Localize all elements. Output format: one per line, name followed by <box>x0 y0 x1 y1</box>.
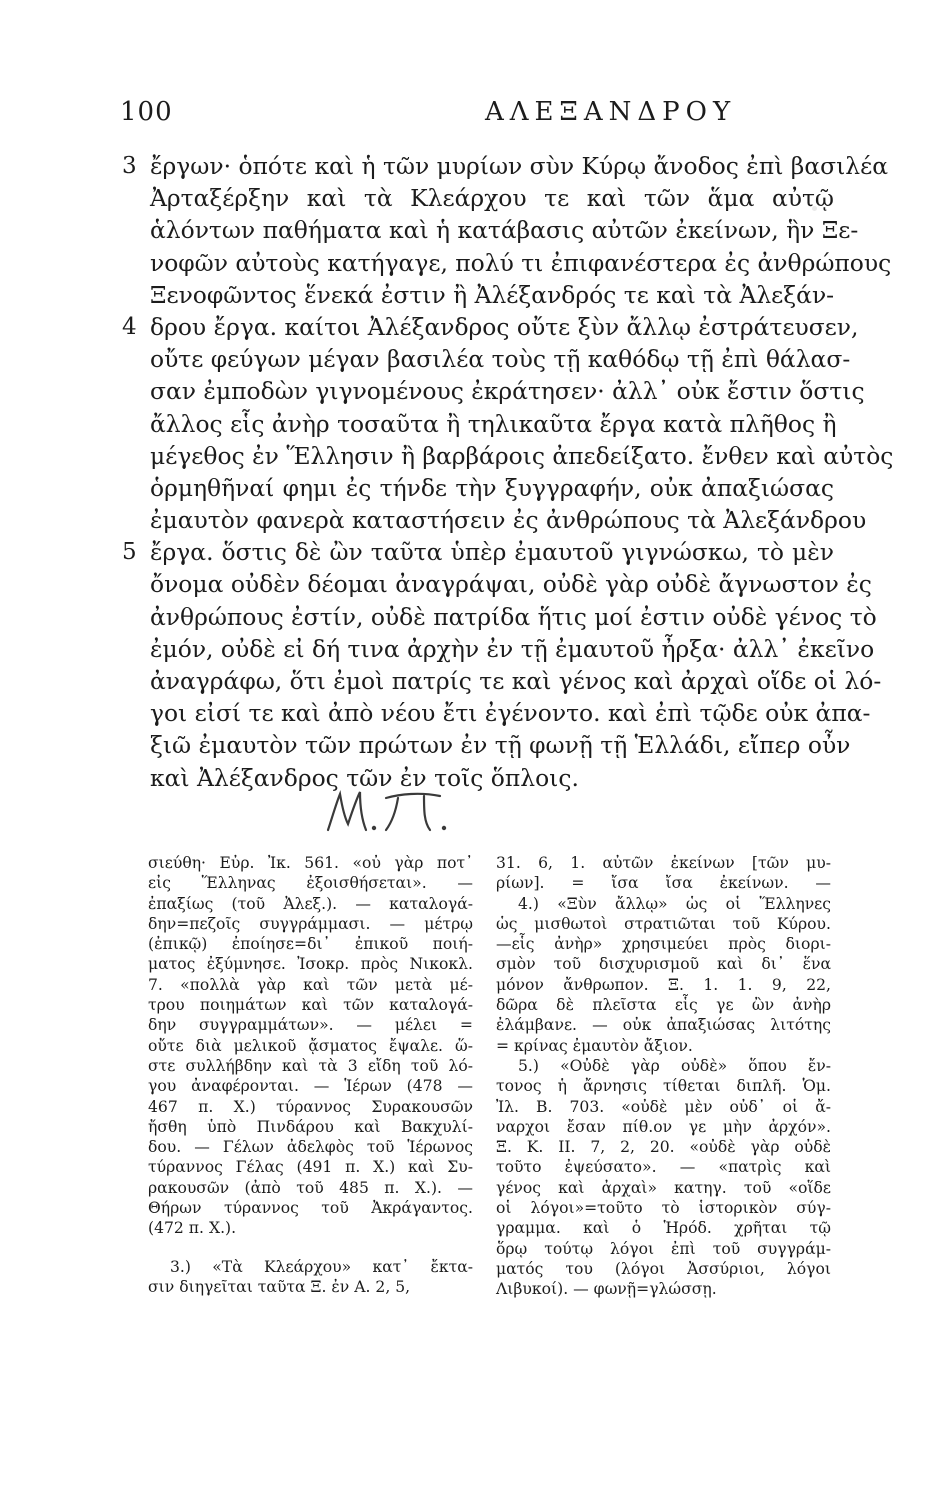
text-line-content: ἀνθρώπους ἐστίν, οὐδὲ πατρίδα ἥτις μοί ἐστιν οὐδὲ γένος τὸ <box>150 602 877 631</box>
text-line <box>122 343 851 375</box>
footnote-line: σμὸν τοῦ δισχυρισμοῦ καὶ δι᾽ ἕνα <box>496 955 831 974</box>
footnote-line: δην συγγραμμάτων». — μέλει = <box>148 1016 473 1035</box>
text-line <box>122 536 834 568</box>
text-line <box>122 311 859 343</box>
footnote-line: γου ἀναφέρονται. — Ἱέρων (478 — <box>148 1077 473 1096</box>
text-line <box>122 182 834 214</box>
footnote-line: σιεύθη· Εὐρ. Ἰκ. 561. «οὐ γὰρ ποτ᾽ <box>148 854 473 872</box>
text-line <box>122 633 875 665</box>
footnote-line: Ἰλ. Β. 703. «οὐδὲ μὲν οὐδ᾽ οἱ ἄ- <box>496 1097 831 1116</box>
text-line-content: ἔργων· ὁπότε καὶ ἡ τῶν μυρίων σὺν Κύρῳ ἄνοδος ἐπὶ βασιλέα <box>150 152 889 180</box>
footnote-line: μόνον ἄνθρωπον. Ξ. 1. 1. 9, 22, <box>496 975 831 994</box>
text-line-content: νοφῶν αὐτοὺς κατήγαγε, πολύ τι ἐπιφανέστερα ἐς ἀνθρώπους <box>150 248 892 277</box>
footnote-line: στε συλλήβδην καὶ τὰ 3 εἴδη τοῦ λό- <box>148 1056 473 1075</box>
signature-dot <box>372 826 376 830</box>
text-line-content: ἄλλος εἷς ἀνὴρ τοσαῦτα ἢ τηλικαῦτα ἔργα κατὰ πλῆθος ἢ <box>150 409 837 438</box>
text-line-content: ἀναγράφω, ὅτι ἐμοὶ πατρίς τε καὶ γένος καὶ ἀρχαὶ οἵδε οἱ λό- <box>150 667 882 695</box>
text-line <box>122 665 882 697</box>
footnote-line: τονος ἡ ἄρνησις τίθεται διπλῆ. Ὁμ. <box>496 1077 831 1096</box>
footnote-line: δην=πεζοῖς συγγράμμασι. — μέτρῳ <box>148 914 473 933</box>
text-line <box>122 568 872 600</box>
text-line-content: Ξενοφῶντος ἕνεκά ἐστιν ἢ Ἀλέξανδρός τε καὶ τὰ Ἀλεξάν- <box>150 280 835 309</box>
footnote-line: ἤσθη ὑπὸ Πινδάρου καὶ Βακχυλί- <box>148 1117 473 1136</box>
text-line-content: ὁρμηθῆναί φημι ἐς τήνδε τὴν ξυγγραφήν, οὐκ ἀπαξιώσας <box>150 473 834 502</box>
text-line <box>122 440 894 472</box>
footnote-line: δῶρα δὲ πλεῖστα εἷς γε ὢν ἀνὴρ <box>496 996 831 1015</box>
text-line-content: ξιῶ ἐμαυτὸν τῶν πρώτων ἐν τῇ φωνῇ τῇ Ἑλλάδι, εἴπερ οὖν <box>150 731 851 760</box>
footnote-line: γραμμα. καὶ ὁ Ἡρόδ. χρῆται τῷ <box>496 1219 831 1238</box>
footnote-line: οὔτε διὰ μελικοῦ ᾄσματος ἔψαλε. ὥ- <box>148 1036 473 1055</box>
footnote-line: —εἷς ἀνὴρ» χρησιμεύει πρὸς διορι- <box>496 935 831 954</box>
text-line <box>122 729 851 761</box>
footnote-line: Θήρων τύραννος τοῦ Ἀκράγαντος. <box>148 1199 473 1218</box>
text-line-content: ἔργα. ὅστις δὲ ὢν ταῦτα ὑπὲρ ἐμαυτοῦ γιγνώσκω, τὸ μὲν <box>150 538 834 567</box>
page-header <box>120 97 830 137</box>
footnote-line: τοῦτο ἐψεύσατο». — «πατρὶς καὶ <box>496 1158 831 1177</box>
footnote-line: τύραννος Γέλας (491 π. Χ.) καὶ Συ- <box>148 1158 473 1177</box>
footnote-line: ἐλάμβανε. — οὐκ ἀπαξιώσας λιτότης <box>496 1016 831 1035</box>
footnote-line: 4.) «Ξὺν ἄλλῳ» ὡς οἱ Ἕλληνες <box>518 894 831 913</box>
footnote-line: (ἐπικῷ) ἐποίησε=δι᾽ ἐπικοῦ ποιή- <box>148 935 473 954</box>
section-number: 4 <box>122 313 137 340</box>
text-line <box>122 150 889 182</box>
footnote-line: ρακουσῶν (ἀπὸ τοῦ 485 π. Χ.). — <box>148 1178 473 1197</box>
text-line-content: μέγεθος ἐν Ἕλλησιν ἢ βαρβάροις ἀπεδείξατο. ἔνθεν καὶ αὐτὸς <box>150 441 894 470</box>
section-number: 3 <box>122 153 137 179</box>
text-line <box>122 214 859 246</box>
footnote-line: ὅρῳ τούτῳ λόγοι ἐπὶ τοῦ συγγράμ- <box>496 1239 831 1258</box>
footnote-line: γένος καὶ ἀρχαὶ» κατηγ. τοῦ «οἵδε <box>496 1178 831 1197</box>
footnote-line: 3.) «Τὰ Κλεάρχου» κατ᾽ ἔκτα- <box>170 1257 473 1276</box>
signature-pi-stroke <box>386 794 440 830</box>
text-line-content: ἁλόντων παθήματα καὶ ἡ κατάβασις αὐτῶν ἐκείνων, ἣν Ξε- <box>150 216 859 245</box>
running-head: ΑΛΕΞΑΝΔΡΟΥ <box>485 97 737 127</box>
footnote-line: = κρίνας ἐμαυτὸν ἄξιον. <box>496 1036 693 1055</box>
footnote-line: ματος ἐξύμνησε. Ἰσοκρ. πρὸς Νικοκλ. <box>148 955 473 974</box>
text-line-content: γοι εἰσί τε καὶ ἀπὸ νέου ἔτι ἐγένοντο. καὶ ἐπὶ τῷδε οὐκ ἀπα- <box>150 699 871 728</box>
footnote-line: σιν διηγεῖται ταῦτα Ξ. ἐν Α. 2, 5, <box>148 1277 411 1296</box>
page-number: 100 <box>120 97 173 127</box>
text-line-content: ὄνομα οὐδὲν δέομαι ἀναγράψαι, οὐδὲ γὰρ οὐδὲ ἄγνωστον ἐς <box>150 570 872 599</box>
text-line <box>122 408 837 440</box>
signature-m-stroke <box>328 792 366 830</box>
text-line <box>122 375 865 407</box>
footnote-line: ρίων]. = ἴσα ἴσα ἐκείνων. — <box>496 874 831 893</box>
footnote-line: εἰς Ἕλληνας ἐξοισθήσεται». — <box>148 874 473 893</box>
footnotes-right-column <box>496 853 831 1300</box>
section-number: 5 <box>122 539 137 566</box>
footnote-line: ματός του (λόγοι Ἀσσύριοι, λόγοι <box>496 1259 831 1278</box>
footnote-line: τρου ποιημάτων καὶ τῶν καταλογά- <box>148 996 473 1015</box>
footnote-line: 467 π. Χ.) τύραννος Συρακουσῶν <box>148 1097 473 1116</box>
text-line-content: οὔτε φεύγων μέγαν βασιλέα τοὺς τῇ καθόδῳ τῇ ἐπὶ θάλασ- <box>150 345 851 374</box>
footnote-line: Ξ. Κ. ΙΙ. 7, 2, 20. «οὐδὲ γὰρ οὐδὲ <box>496 1138 831 1157</box>
text-line <box>122 279 834 311</box>
footnote-line: 5.) «Οὐδὲ γὰρ οὐδὲ» ὅπου ἔν- <box>518 1056 831 1075</box>
text-line-content: ἐμόν, οὐδὲ εἰ δή τινα ἀρχὴν ἐν τῇ ἐμαυτοῦ ἦρξα· ἀλλ᾽ ἐκεῖνο <box>150 634 875 663</box>
text-line-content: καὶ Ἀλέξανδρος τῶν ἐν τοῖς ὅπλοις. <box>150 763 579 792</box>
footnote-line: 7. «πολλὰ γὰρ καὶ τῶν μετὰ μέ- <box>148 975 473 994</box>
footnote-line: ναρχοι ἔσαν πίθ.ον γε μὴν ἀρχόν». <box>496 1117 831 1136</box>
footnote-line: οἱ λόγοι»=τοῦτο τὸ ἱστορικὸν σύγ- <box>496 1199 831 1218</box>
footnotes-left-column <box>148 853 473 1297</box>
footnote-line: ὡς μισθωτοὶ στρατιῶται τοῦ Κύρου. <box>496 914 831 933</box>
signature-dot-2 <box>442 826 446 830</box>
footnote-line: ἐπαξίως (τοῦ Ἀλεξ.). — καταλογά- <box>148 894 473 913</box>
text-line <box>122 247 892 279</box>
text-line <box>122 697 871 729</box>
footnote-line: 31. 6, 1. αὐτῶν ἐκείνων [τῶν μυ- <box>496 854 831 872</box>
handwritten-initials <box>320 788 460 836</box>
footnote-line: (472 π. Χ.). <box>148 1219 237 1238</box>
footnote-line: δου. — Γέλων ἀδελφὸς τοῦ Ἱέρωνος <box>148 1138 473 1157</box>
text-line <box>122 601 877 633</box>
text-line <box>122 762 834 794</box>
text-line-content: Ἀρταξέρξην καὶ τὰ Κλεάρχου τε καὶ τῶν ἅμα αὐτῷ <box>150 184 834 213</box>
text-line <box>122 504 867 536</box>
footnote-line: Λιβυκοί). — φωνῇ=γλώσσῃ. <box>496 1280 717 1299</box>
text-line-content: σαν ἐμποδὼν γιγνομένους ἐκράτησεν· ἀλλ᾽ οὐκ ἔστιν ὅστις <box>150 377 865 406</box>
text-line-content: ἐμαυτὸν φανερὰ καταστήσειν ἐς ἀνθρώπους τὰ Ἀλεξάνδρου <box>150 506 867 535</box>
text-line-content: δρου ἔργα. καίτοι Ἀλέξανδρος οὔτε ξὺν ἄλλῳ ἐστράτευσεν, <box>150 312 859 341</box>
main-text-block <box>122 150 894 794</box>
text-line <box>122 472 834 504</box>
